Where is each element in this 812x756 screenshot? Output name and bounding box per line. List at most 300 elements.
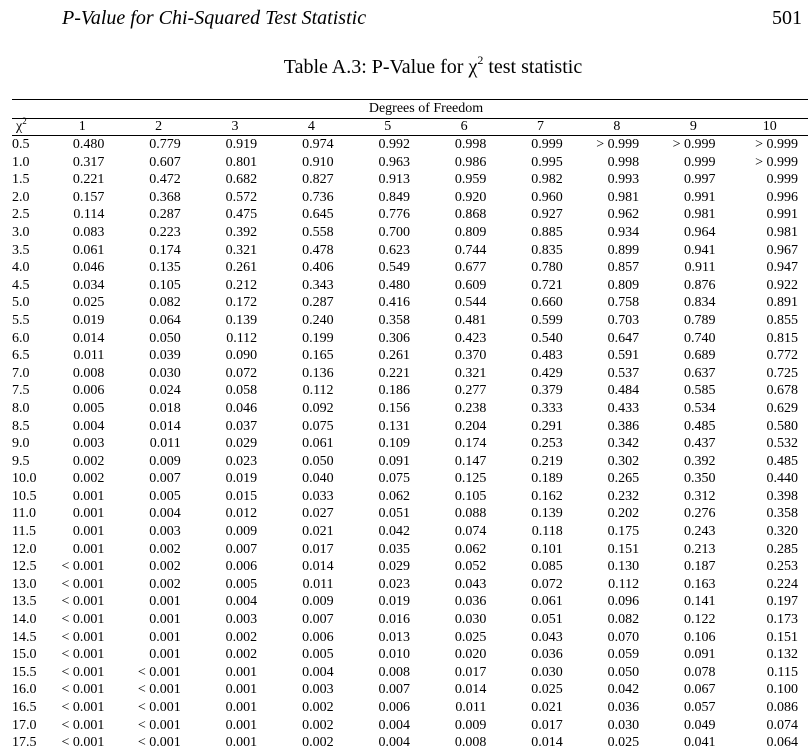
chi-header-exponent: 2: [22, 116, 27, 126]
p-value-cell: 0.758: [607, 295, 640, 311]
p-value-cell: 0.801: [225, 154, 258, 170]
p-value-cell: 0.001: [225, 700, 258, 715]
table-row: [12, 558, 808, 576]
p-value-cell: 0.343: [302, 277, 334, 293]
p-value-cell: 0.100: [766, 682, 798, 698]
p-value-cell: 0.018: [149, 400, 181, 416]
table-row: [12, 400, 808, 418]
table-row: [12, 382, 808, 400]
p-value-cell: 0.780: [531, 260, 563, 276]
chi-value-cell: 6.5: [12, 348, 30, 364]
p-value-cell: 0.992: [378, 137, 410, 152]
caption-suffix: test statistic: [483, 56, 583, 78]
table-caption: [0, 53, 812, 79]
table-row: [12, 242, 808, 260]
p-value-cell: 0.001: [149, 647, 181, 663]
table-row: [12, 699, 808, 717]
p-value-cell: 0.012: [225, 506, 258, 522]
p-value-cell: 0.199: [302, 330, 334, 346]
p-value-cell: 0.002: [302, 735, 334, 751]
p-value-cell: 0.857: [607, 260, 640, 276]
chi-value-cell: 0.5: [12, 137, 30, 152]
p-value-cell: 0.001: [225, 682, 258, 698]
df-header-10: 10: [732, 119, 808, 136]
chi-value-cell: 9.5: [12, 453, 30, 469]
p-value-cell: 0.059: [607, 647, 640, 663]
table-row: [12, 312, 808, 330]
p-value-cell: 0.052: [454, 559, 487, 575]
chi-value-cell: 10.5: [12, 488, 37, 504]
p-value-cell: 0.046: [72, 260, 105, 276]
p-value-cell: 0.005: [302, 647, 334, 663]
p-value-cell: 0.008: [378, 664, 410, 680]
p-value-cell: 0.885: [531, 224, 563, 240]
p-value-cell: 0.358: [766, 506, 798, 522]
p-value-cell: 0.004: [378, 717, 410, 733]
p-value-cell: 0.423: [454, 330, 487, 346]
p-value-cell: 0.011: [149, 436, 181, 452]
p-value-cell: 0.253: [766, 559, 798, 575]
p-value-cell: 0.078: [684, 664, 716, 680]
p-value-cell: 0.302: [607, 453, 640, 469]
p-value-cell: 0.007: [149, 471, 181, 487]
p-value-cell: 0.911: [684, 260, 716, 276]
p-value-cell: 0.475: [225, 207, 258, 223]
p-value-cell: 0.744: [454, 242, 487, 258]
p-value-cell: 0.014: [72, 330, 105, 346]
p-value-cell: 0.016: [378, 612, 410, 628]
p-value-cell: 0.406: [302, 260, 334, 276]
p-value-cell: 0.101: [531, 541, 563, 557]
p-value-cell: 0.008: [454, 735, 487, 751]
p-value-cell: 0.025: [454, 629, 487, 645]
p-value-cell: 0.163: [684, 576, 716, 592]
p-value-cell: 0.030: [531, 664, 563, 680]
p-value-cell: 0.019: [378, 594, 410, 610]
pvalue-table: [12, 99, 808, 752]
p-value-cell: 0.004: [225, 594, 258, 610]
p-value-cell: 0.358: [378, 312, 410, 328]
chi-value-cell: 11.0: [12, 506, 36, 522]
p-value-cell: < 0.001: [61, 664, 105, 680]
p-value-cell: 0.440: [766, 471, 798, 487]
p-value-cell: 0.043: [454, 576, 487, 592]
p-value-cell: 0.074: [766, 717, 798, 733]
p-value-cell: 0.221: [378, 365, 410, 381]
p-value-cell: 0.050: [607, 664, 640, 680]
chi-value-cell: 13.0: [12, 576, 37, 592]
table-row: [12, 488, 808, 506]
p-value-cell: 0.558: [302, 224, 334, 240]
df-header-9: 9: [655, 119, 731, 136]
p-value-cell: 0.725: [766, 365, 798, 381]
df-header-3: 3: [197, 119, 273, 136]
p-value-cell: 0.003: [72, 436, 105, 452]
table-row: [12, 189, 808, 207]
p-value-cell: 0.981: [684, 207, 716, 223]
p-value-cell: 0.034: [72, 277, 105, 293]
table-row: [12, 629, 808, 647]
chi-value-cell: 17.5: [12, 735, 37, 751]
p-value-cell: 0.075: [302, 418, 334, 434]
p-value-cell: 0.416: [378, 295, 410, 311]
table-row: [12, 259, 808, 277]
p-value-cell: 0.174: [149, 242, 181, 258]
chi-value-cell: 5.5: [12, 312, 30, 328]
p-value-cell: 0.009: [454, 717, 487, 733]
p-value-cell: 0.312: [684, 488, 716, 504]
p-value-cell: < 0.001: [61, 612, 105, 628]
p-value-cell: 0.042: [607, 682, 640, 698]
p-value-cell: 0.033: [302, 488, 334, 504]
p-value-cell: 0.934: [607, 224, 640, 240]
p-value-cell: 0.082: [149, 295, 181, 311]
p-value-cell: 0.004: [72, 418, 105, 434]
p-value-cell: 0.001: [149, 612, 181, 628]
p-value-cell: 0.993: [607, 172, 640, 188]
p-value-cell: 0.815: [766, 330, 798, 346]
p-value-cell: 0.147: [454, 453, 487, 469]
p-value-cell: 0.320: [766, 524, 798, 540]
chi-value-cell: 16.0: [12, 682, 37, 698]
p-value-cell: 0.125: [454, 471, 487, 487]
p-value-cell: 0.075: [378, 471, 410, 487]
p-value-cell: 0.011: [455, 700, 487, 715]
p-value-cell: 0.051: [378, 506, 410, 522]
p-value-cell: < 0.001: [61, 576, 105, 592]
p-value-cell: 0.090: [225, 348, 258, 364]
chi-value-cell: 15.0: [12, 647, 37, 663]
p-value-cell: 0.036: [454, 594, 487, 610]
chi-value-cell: 7.5: [12, 383, 30, 399]
table-row: [12, 365, 808, 383]
p-value-cell: 0.088: [454, 506, 487, 522]
p-value-cell: 0.003: [302, 682, 334, 698]
p-value-cell: 0.002: [302, 700, 334, 715]
p-value-cell: 0.008: [72, 365, 105, 381]
chi-value-cell: 2.0: [12, 189, 30, 205]
chi-value-cell: 12.5: [12, 559, 37, 575]
p-value-cell: 0.025: [607, 735, 640, 751]
p-value-cell: 0.647: [607, 330, 640, 346]
p-value-cell: 0.789: [684, 312, 716, 328]
p-value-cell: 0.392: [684, 453, 716, 469]
p-value-cell: 0.433: [607, 400, 640, 416]
table-body: [12, 136, 808, 752]
p-value-cell: 0.224: [766, 576, 798, 592]
table-row: [12, 154, 808, 172]
p-value-cell: 0.130: [607, 559, 640, 575]
p-value-cell: 0.261: [378, 348, 410, 364]
table-row: [12, 646, 808, 664]
p-value-cell: < 0.001: [61, 700, 105, 715]
table-row: [12, 541, 808, 559]
p-value-cell: 0.485: [684, 418, 716, 434]
p-value-cell: 0.998: [454, 137, 487, 152]
p-value-cell: 0.002: [72, 471, 105, 487]
p-value-cell: 0.809: [607, 277, 640, 293]
p-value-cell: < 0.001: [137, 735, 181, 751]
p-value-cell: 0.607: [149, 154, 181, 170]
p-value-cell: 0.105: [454, 488, 487, 504]
p-value-cell: 0.023: [225, 453, 258, 469]
p-value-cell: 0.139: [531, 506, 563, 522]
p-value-cell: 0.061: [72, 242, 105, 258]
p-value-cell: 0.922: [766, 277, 798, 293]
p-value-cell: 0.114: [73, 207, 105, 223]
p-value-cell: 0.014: [531, 735, 563, 751]
p-value-cell: 0.172: [225, 295, 258, 311]
p-value-cell: 0.350: [684, 471, 716, 487]
p-value-cell: 0.025: [531, 682, 563, 698]
p-value-cell: 0.003: [149, 524, 181, 540]
p-value-cell: 0.481: [454, 312, 487, 328]
p-value-cell: 0.623: [378, 242, 410, 258]
p-value-cell: 0.040: [302, 471, 334, 487]
p-value-cell: 0.019: [72, 312, 105, 328]
p-value-cell: 0.005: [149, 488, 181, 504]
table-row: [12, 206, 808, 224]
chi-value-cell: 17.0: [12, 717, 37, 733]
df-header-8: 8: [579, 119, 655, 136]
p-value-cell: > 0.999: [596, 137, 640, 152]
p-value-cell: 0.009: [302, 594, 334, 610]
p-value-cell: 0.151: [766, 629, 798, 645]
degrees-of-freedom-row: [12, 100, 808, 119]
p-value-cell: 0.003: [225, 612, 258, 628]
p-value-cell: 0.051: [531, 612, 563, 628]
p-value-cell: 0.919: [225, 137, 258, 152]
p-value-cell: 0.112: [226, 330, 258, 346]
p-value-cell: 0.986: [454, 154, 487, 170]
p-value-cell: > 0.999: [755, 137, 798, 152]
p-value-cell: 0.599: [531, 312, 563, 328]
table-row: [12, 593, 808, 611]
p-value-cell: 0.974: [302, 137, 334, 152]
running-title: P-Value for Chi-Squared Test Statistic: [62, 7, 367, 29]
p-value-cell: 0.002: [149, 541, 181, 557]
p-value-cell: 0.011: [73, 348, 105, 364]
df-header-4: 4: [273, 119, 349, 136]
p-value-cell: 0.007: [302, 612, 334, 628]
p-value-cell: > 0.999: [755, 154, 798, 170]
p-value-cell: 0.004: [149, 506, 181, 522]
p-value-cell: 0.174: [454, 436, 487, 452]
p-value-cell: 0.030: [607, 717, 640, 733]
p-value-cell: 0.027: [302, 506, 334, 522]
caption-chi-symbol: χ: [468, 56, 478, 78]
p-value-cell: 0.157: [72, 189, 105, 205]
p-value-cell: 0.285: [766, 541, 798, 557]
p-value-cell: 0.064: [766, 735, 798, 751]
p-value-cell: 0.132: [766, 647, 798, 663]
df-header-1: 1: [44, 119, 120, 136]
p-value-cell: 0.221: [72, 172, 105, 188]
df-header-2: 2: [120, 119, 196, 136]
p-value-cell: 0.238: [454, 400, 487, 416]
p-value-cell: 0.036: [607, 700, 640, 715]
p-value-cell: 0.029: [378, 559, 410, 575]
p-value-cell: 0.689: [684, 348, 716, 364]
p-value-cell: 0.141: [684, 594, 716, 610]
p-value-cell: 0.151: [607, 541, 640, 557]
chi-value-cell: 11.5: [12, 524, 36, 540]
p-value-cell: < 0.001: [61, 629, 105, 645]
table-row: [12, 470, 808, 488]
p-value-cell: 0.030: [149, 365, 181, 381]
p-value-cell: 0.049: [684, 717, 716, 733]
p-value-cell: 0.021: [531, 700, 563, 715]
p-value-cell: 0.039: [149, 348, 181, 364]
chi-value-cell: 10.0: [12, 471, 37, 487]
p-value-cell: 0.002: [225, 629, 258, 645]
p-value-cell: 0.317: [72, 154, 105, 170]
p-value-cell: 0.023: [378, 576, 410, 592]
p-value-cell: 0.277: [454, 383, 487, 399]
p-value-cell: 0.682: [225, 172, 258, 188]
p-value-cell: 0.046: [225, 400, 258, 416]
column-header-row: [12, 119, 808, 136]
p-value-cell: 0.703: [607, 312, 640, 328]
p-value-cell: 0.109: [378, 436, 410, 452]
table-row: [12, 611, 808, 629]
caption-prefix: Table A.3: P-Value for: [283, 56, 469, 78]
p-value-cell: 0.035: [378, 541, 410, 557]
p-value-cell: 0.899: [607, 242, 640, 258]
p-value-cell: 0.005: [225, 576, 258, 592]
p-value-cell: 0.187: [684, 559, 716, 575]
p-value-cell: 0.001: [149, 594, 181, 610]
p-value-cell: 0.001: [72, 488, 105, 504]
p-value-cell: 0.321: [225, 242, 258, 258]
p-value-cell: 0.232: [607, 488, 640, 504]
p-value-cell: 0.660: [531, 295, 563, 311]
chi-value-cell: 4.5: [12, 277, 30, 293]
p-value-cell: 0.014: [302, 559, 334, 575]
p-value-cell: 0.213: [684, 541, 716, 557]
p-value-cell: 0.891: [766, 295, 798, 311]
p-value-cell: 0.429: [531, 365, 563, 381]
chi-value-cell: 4.0: [12, 260, 30, 276]
chi-value-cell: 8.0: [12, 400, 30, 416]
p-value-cell: 0.370: [454, 348, 487, 364]
p-value-cell: 0.779: [149, 137, 181, 152]
p-value-cell: < 0.001: [61, 594, 105, 610]
p-value-cell: 0.061: [302, 436, 334, 452]
p-value-cell: 0.010: [378, 647, 410, 663]
p-value-cell: 0.041: [684, 735, 716, 751]
p-value-cell: 0.991: [684, 189, 716, 205]
p-value-cell: 0.086: [766, 700, 798, 715]
p-value-cell: 0.740: [684, 330, 716, 346]
p-value-cell: < 0.001: [61, 735, 105, 751]
p-value-cell: 0.091: [684, 647, 716, 663]
table-row: [12, 576, 808, 594]
chi-value-cell: 15.5: [12, 664, 37, 680]
p-value-cell: 0.910: [302, 154, 334, 170]
p-value-cell: 0.057: [684, 700, 716, 715]
p-value-cell: 0.580: [766, 418, 798, 434]
table-row: [12, 664, 808, 682]
p-value-cell: 0.062: [378, 488, 410, 504]
p-value-cell: 0.483: [531, 348, 563, 364]
p-value-cell: 0.074: [454, 524, 487, 540]
p-value-cell: 0.645: [302, 207, 334, 223]
p-value-cell: 0.437: [684, 436, 716, 452]
p-value-cell: 0.175: [607, 524, 640, 540]
p-value-cell: 0.995: [531, 154, 563, 170]
chi-value-cell: 13.5: [12, 594, 37, 610]
p-value-cell: 0.480: [378, 277, 410, 293]
p-value-cell: 0.982: [531, 172, 563, 188]
p-value-cell: 0.064: [149, 312, 181, 328]
p-value-cell: 0.321: [454, 365, 487, 381]
p-value-cell: 0.042: [378, 524, 410, 540]
p-value-cell: 0.962: [607, 207, 640, 223]
p-value-cell: 0.020: [454, 647, 487, 663]
p-value-cell: 0.017: [302, 541, 334, 557]
chi-value-cell: 14.5: [12, 629, 37, 645]
p-value-cell: 0.809: [454, 224, 487, 240]
p-value-cell: 0.480: [72, 137, 105, 152]
p-value-cell: 0.287: [149, 207, 181, 223]
chi-value-cell: 16.5: [12, 700, 37, 715]
p-value-cell: 0.876: [684, 277, 716, 293]
p-value-cell: 0.006: [378, 700, 410, 715]
p-value-cell: 0.085: [531, 559, 563, 575]
p-value-cell: 0.544: [454, 295, 487, 311]
p-value-cell: 0.082: [607, 612, 640, 628]
p-value-cell: 0.999: [684, 154, 716, 170]
p-value-cell: 0.006: [302, 629, 334, 645]
table-row: [12, 330, 808, 348]
p-value-cell: 0.067: [684, 682, 716, 698]
table-row: [12, 136, 808, 154]
p-value-cell: < 0.001: [137, 682, 181, 698]
p-value-cell: 0.118: [531, 524, 563, 540]
p-value-cell: 0.678: [766, 383, 798, 399]
table-row: [12, 717, 808, 735]
table-row: [12, 453, 808, 471]
p-value-cell: 0.591: [607, 348, 640, 364]
p-value-cell: < 0.001: [137, 700, 181, 715]
p-value-cell: 0.585: [684, 383, 716, 399]
p-value-cell: 0.001: [225, 664, 258, 680]
p-value-cell: 0.478: [302, 242, 334, 258]
p-value-cell: 0.002: [149, 559, 181, 575]
chi-value-cell: 9.0: [12, 436, 30, 452]
p-value-cell: 0.223: [149, 224, 181, 240]
caption-exponent: 2: [477, 53, 484, 67]
p-value-cell: 0.379: [531, 383, 563, 399]
p-value-cell: 0.011: [302, 576, 334, 592]
p-value-cell: 0.061: [531, 594, 563, 610]
p-value-cell: 0.004: [378, 735, 410, 751]
chi-value-cell: 8.5: [12, 418, 30, 434]
p-value-cell: 0.963: [378, 154, 410, 170]
p-value-cell: 0.981: [607, 189, 640, 205]
table-row: [12, 294, 808, 312]
p-value-cell: 0.030: [454, 612, 487, 628]
p-value-cell: 0.115: [767, 664, 798, 680]
p-value-cell: 0.007: [225, 541, 258, 557]
p-value-cell: 0.005: [72, 400, 105, 416]
p-value-cell: 0.920: [454, 189, 487, 205]
table-row: [12, 435, 808, 453]
p-value-cell: 0.549: [378, 260, 410, 276]
p-value-cell: 0.165: [302, 348, 334, 364]
p-value-cell: 0.219: [531, 453, 563, 469]
